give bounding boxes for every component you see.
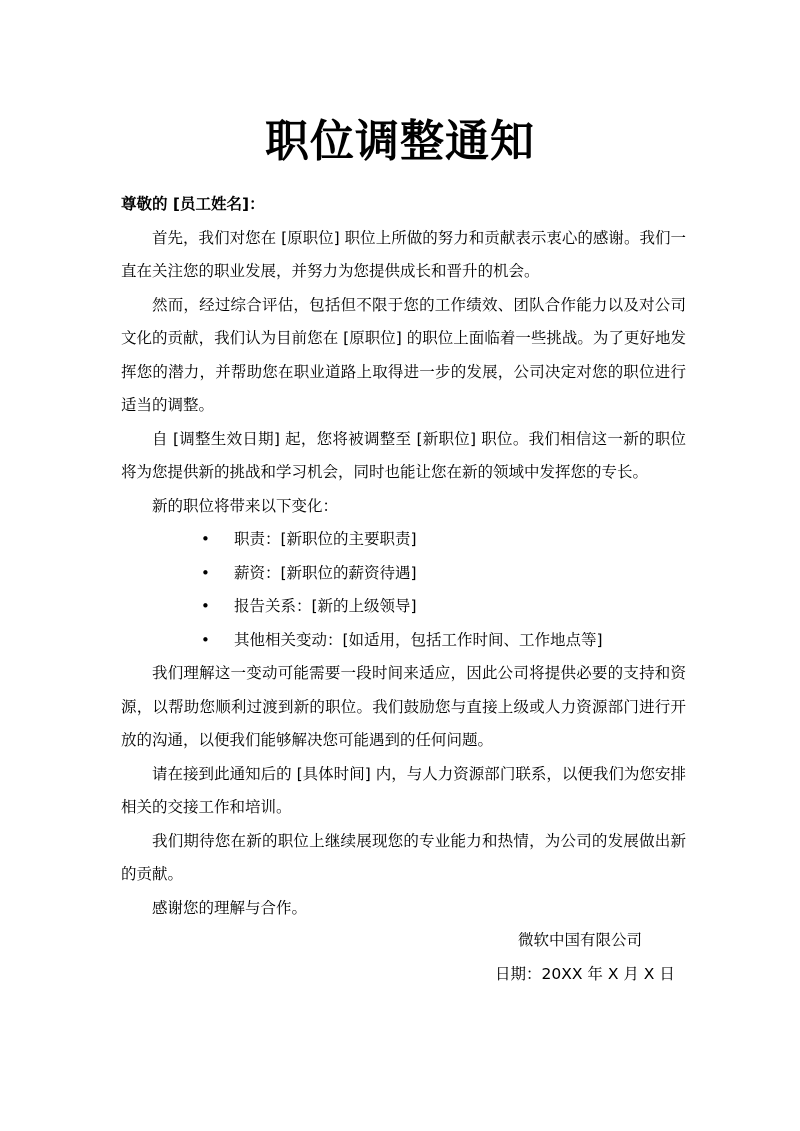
paragraph-expectation: 我们期待您在新的职位上继续展现您的专业能力和热情，为公司的发展做出新的贡献。 [121,831,686,883]
bullet-icon: • [201,563,210,582]
list-item-text: 职责：[新职位的主要职责] [234,530,417,548]
paragraph-changes-intro: 新的职位将带来以下变化： [152,496,339,515]
list-item [121,624,686,658]
paragraph-thanks-closing: 感谢您的理解与合作。 [152,898,308,917]
signature-date: 日期：20XX 年 X 月 X 日 [495,965,675,983]
letter-body [121,188,686,925]
bullet-icon: • [201,597,210,615]
document-title: 职位调整通知 [265,116,535,167]
greeting: 尊敬的 [员工姓名]： [121,195,265,213]
bullet-icon: • [201,630,210,649]
list-item [121,557,686,591]
list-item-text: 报告关系：[新的上级领导] [234,597,417,615]
paragraph-support: 我们理解这一变动可能需要一段时间来适应，因此公司将提供必要的支持和资源，以帮助您顺利过渡到新的职位。我们鼓励您与直接上级或人力资源部门进行开放的沟通，以便我们能够解决您可能遇到的任何问题。 [121,664,686,749]
paragraph-thanks: 首先，我们对您在 [原职位] 职位上所做的努力和贡献表示衷心的感谢。我们一直在关注您的职业发展，并努力为您提供成长和晋升的机会。 [121,228,686,280]
paragraph-contact-hr: 请在接到此通知后的 [具体时间] 内，与人力资源部门联系，以便我们为您安排相关的交接工作和培训。 [121,764,686,816]
list-item-text: 薪资：[新职位的薪资待遇] [234,563,417,582]
list-item [121,590,686,624]
bullet-icon: • [201,530,210,548]
changes-list [121,523,686,657]
paragraph-new-position: 自 [调整生效日期] 起，您将被调整至 [新职位] 职位。我们相信这一新的职位将为您提供新的挑战和学习机会，同时也能让您在新的领域中发挥您的专长。 [121,429,686,481]
list-item [121,523,686,557]
list-item-text: 其他相关变动：[如适用，包括工作时间、工作地点等] [234,630,603,649]
paragraph-assessment: 然而，经过综合评估，包括但不限于您的工作绩效、团队合作能力以及对公司文化的贡献，我们认为目前您在 [原职位] 的职位上面临着一些挑战。为了更好地发挥您的潜力，并帮助您在职业道路上取得进一步的发展，公司决定对您的职位进行适当的调整。 [121,295,686,414]
company-name: 微软中国有限公司 [518,931,643,949]
